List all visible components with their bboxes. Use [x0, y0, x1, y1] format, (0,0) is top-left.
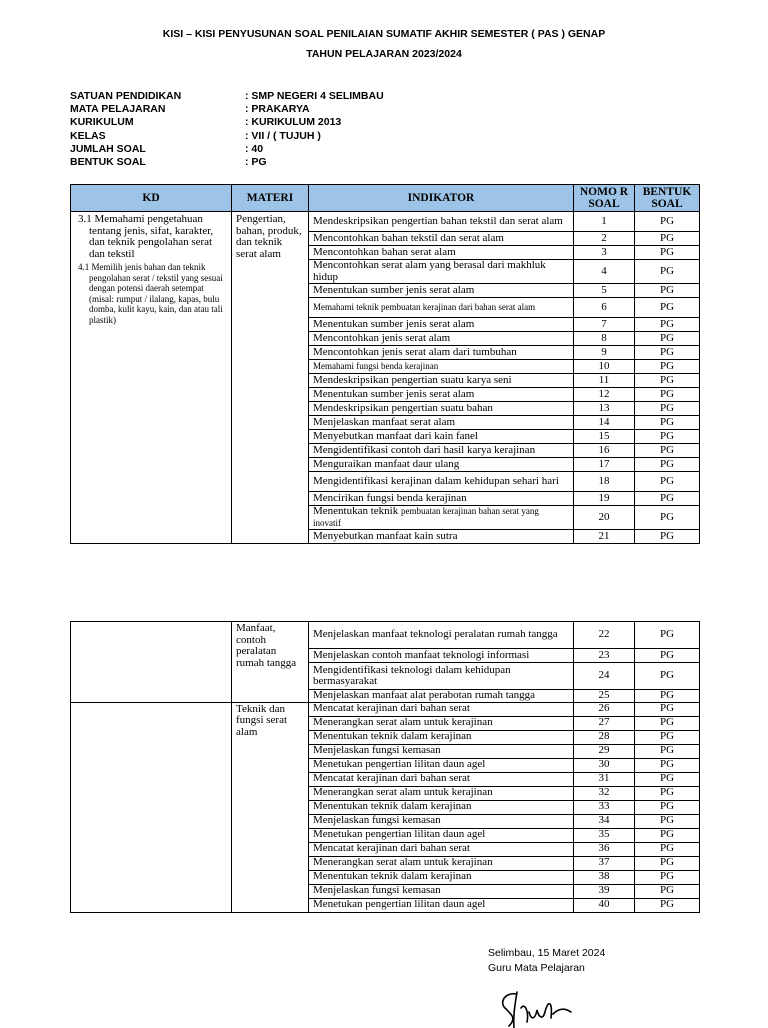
meta-row	[70, 143, 384, 156]
bentuk-soal-cell: PG	[635, 212, 700, 232]
table-header-row	[71, 185, 700, 212]
indikator-cell: Mengidentifikasi kerajinan dalam kehidupan sehari hari	[309, 472, 574, 492]
nomor-soal-cell: 14	[574, 416, 635, 430]
nomor-soal-cell: 19	[574, 492, 635, 506]
kd-4-1: 4.1 Memilih jenis bahan dan teknik pengolahan serat / tekstil yang sesuai dengan potensi daerah setempat (misal: rumput / ilalang, kapas, bulu domba, kulit kayu, kain, dan atau tali plastik)	[78, 262, 223, 325]
bentuk-soal-cell: PG	[635, 828, 700, 842]
indikator-cell: Mencatat kerajinan dari bahan serat	[309, 702, 574, 716]
indikator-cell: Memahami fungsi benda kerajinan	[309, 360, 574, 374]
indikator-cell: Menentukan sumber jenis serat alam	[309, 388, 574, 402]
header-nomor-soal: NOMO R SOAL	[574, 185, 635, 212]
bentuk-soal-cell: PG	[635, 842, 700, 856]
indikator-cell: Menentukan teknik dalam kerajinan	[309, 800, 574, 814]
bentuk-soal-cell: PG	[635, 492, 700, 506]
bentuk-soal-cell: PG	[635, 814, 700, 828]
nomor-soal-cell: 36	[574, 842, 635, 856]
nomor-soal-cell: 7	[574, 318, 635, 332]
kd-cell-empty	[71, 702, 232, 912]
bentuk-soal-cell: PG	[635, 744, 700, 758]
table-row	[71, 212, 700, 232]
nomor-soal-cell: 33	[574, 800, 635, 814]
bentuk-soal-cell: PG	[635, 716, 700, 730]
grid-table-1	[70, 184, 700, 544]
indikator-cell: Mengidentifikasi teknologi dalam kehidupan bermasyarakat	[309, 663, 574, 690]
meta-value: : KURIKULUM 2013	[245, 116, 342, 129]
meta-row	[70, 90, 384, 103]
bentuk-soal-cell: PG	[635, 472, 700, 492]
bentuk-soal-cell: PG	[635, 298, 700, 318]
nomor-soal-cell: 29	[574, 744, 635, 758]
nomor-soal-cell: 11	[574, 374, 635, 388]
meta-row	[70, 116, 384, 129]
bentuk-soal-cell: PG	[635, 884, 700, 898]
bentuk-soal-cell: PG	[635, 663, 700, 690]
nomor-soal-cell: 10	[574, 360, 635, 374]
meta-value: : PRAKARYA	[245, 103, 310, 116]
bentuk-soal-cell: PG	[635, 702, 700, 716]
meta-label: SATUAN PENDIDIKAN	[70, 90, 182, 102]
header-bentuk-soal: BENTUK SOAL	[635, 185, 700, 212]
indikator-cell: Mencontohkan bahan tekstil dan serat alam	[309, 232, 574, 246]
indikator-cell: Menjelaskan fungsi kemasan	[309, 814, 574, 828]
meta-label: KURIKULUM	[70, 116, 134, 129]
nomor-soal-cell: 25	[574, 690, 635, 703]
kd-cell-empty	[71, 622, 232, 703]
nomor-soal-cell: 8	[574, 332, 635, 346]
nomor-soal-cell: 4	[574, 260, 635, 284]
place-date: Selimbau, 15 Maret 2024	[488, 947, 606, 959]
nomor-soal-cell: 6	[574, 298, 635, 318]
signature-block	[488, 946, 605, 975]
meta-value: : 40	[245, 142, 264, 155]
indikator-cell: Menetukan pengertian lilitan daun agel	[309, 898, 574, 912]
nomor-soal-cell: 13	[574, 402, 635, 416]
table-row	[71, 702, 700, 716]
handwritten-signature	[495, 988, 605, 1028]
bentuk-soal-cell: PG	[635, 786, 700, 800]
nomor-soal-cell: 23	[574, 649, 635, 663]
nomor-soal-cell: 20	[574, 506, 635, 530]
indikator-text-small: pembuatan kerajinan bahan serat yang inovatif	[313, 506, 539, 528]
bentuk-soal-cell: PG	[635, 332, 700, 346]
bentuk-soal-cell: PG	[635, 772, 700, 786]
indikator-text: Menentukan teknik	[313, 505, 399, 517]
nomor-soal-cell: 27	[574, 716, 635, 730]
nomor-soal-cell: 28	[574, 730, 635, 744]
indikator-cell: Menentukan teknik dalam kerajinan	[309, 870, 574, 884]
bentuk-soal-cell: PG	[635, 232, 700, 246]
header-indikator: INDIKATOR	[309, 185, 574, 212]
nomor-soal-cell: 40	[574, 898, 635, 912]
indikator-cell: Menerangkan serat alam untuk kerajinan	[309, 786, 574, 800]
indikator-cell: Mencatat kerajinan dari bahan serat	[309, 842, 574, 856]
indikator-cell: Mencontohkan bahan serat alam	[309, 246, 574, 260]
meta-label: JUMLAH SOAL	[70, 142, 146, 155]
indikator-cell: Mendeskripsikan pengertian suatu karya seni	[309, 374, 574, 388]
meta-label: BENTUK SOAL	[70, 156, 146, 169]
meta-value: : SMP NEGERI 4 SELIMBAU	[245, 90, 384, 102]
indikator-cell: Mencontohkan serat alam yang berasal dari makhluk hidup	[309, 260, 574, 284]
nomor-soal-cell: 30	[574, 758, 635, 772]
indikator-cell: Menjelaskan manfaat teknologi peralatan rumah tangga	[309, 622, 574, 649]
nomor-soal-cell: 24	[574, 663, 635, 690]
bentuk-soal-cell: PG	[635, 246, 700, 260]
academic-year: TAHUN PELAJARAN 2023/2024	[306, 48, 462, 60]
meta-label: MATA PELAJARAN	[70, 103, 166, 116]
bentuk-soal-cell: PG	[635, 649, 700, 663]
nomor-soal-cell: 38	[574, 870, 635, 884]
meta-row	[70, 156, 384, 169]
bentuk-soal-cell: PG	[635, 870, 700, 884]
nomor-soal-cell: 15	[574, 430, 635, 444]
bentuk-soal-cell: PG	[635, 374, 700, 388]
indikator-cell: Menerangkan serat alam untuk kerajinan	[309, 716, 574, 730]
nomor-soal-cell: 12	[574, 388, 635, 402]
bentuk-soal-cell: PG	[635, 506, 700, 530]
meta-row	[70, 130, 384, 143]
indikator-cell: Menjelaskan manfaat alat perabotan rumah tangga	[309, 690, 574, 703]
bentuk-soal-cell: PG	[635, 260, 700, 284]
nomor-soal-cell: 32	[574, 786, 635, 800]
materi-cell: Teknik dan fungsi serat alam	[232, 702, 309, 912]
bentuk-soal-cell: PG	[635, 690, 700, 703]
materi-cell: Manfaat, contoh peralatan rumah tangga	[232, 622, 309, 703]
bentuk-soal-cell: PG	[635, 284, 700, 298]
nomor-soal-cell: 3	[574, 246, 635, 260]
bentuk-soal-cell: PG	[635, 856, 700, 870]
indikator-cell: Menetukan pengertian lilitan daun agel	[309, 828, 574, 842]
nomor-soal-cell: 22	[574, 622, 635, 649]
bentuk-soal-cell: PG	[635, 416, 700, 430]
bentuk-soal-cell: PG	[635, 898, 700, 912]
document-title: KISI – KISI PENYUSUNAN SOAL PENILAIAN SUMATIF AKHIR SEMESTER ( PAS ) GENAP	[162, 28, 606, 40]
indikator-cell: Menentukan sumber jenis serat alam	[309, 318, 574, 332]
bentuk-soal-cell: PG	[635, 530, 700, 544]
indikator-cell: Menyebutkan manfaat dari kain fanel	[309, 430, 574, 444]
nomor-soal-cell: 1	[574, 212, 635, 232]
indikator-cell: Mengidentifikasi contoh dari hasil karya kerajinan	[309, 444, 574, 458]
nomor-soal-cell: 26	[574, 702, 635, 716]
bentuk-soal-cell: PG	[635, 388, 700, 402]
nomor-soal-cell: 34	[574, 814, 635, 828]
indikator-cell	[309, 506, 574, 530]
indikator-cell: Menguraikan manfaat daur ulang	[309, 458, 574, 472]
meta-value: : PG	[245, 156, 267, 169]
nomor-soal-cell: 9	[574, 346, 635, 360]
indikator-cell: Menetukan pengertian lilitan daun agel	[309, 758, 574, 772]
bentuk-soal-cell: PG	[635, 318, 700, 332]
bentuk-soal-cell: PG	[635, 758, 700, 772]
header-kd: KD	[71, 185, 232, 212]
nomor-soal-cell: 2	[574, 232, 635, 246]
nomor-soal-cell: 21	[574, 530, 635, 544]
nomor-soal-cell: 39	[574, 884, 635, 898]
nomor-soal-cell: 35	[574, 828, 635, 842]
header-materi: MATERI	[232, 185, 309, 212]
bentuk-soal-cell: PG	[635, 360, 700, 374]
kd-cell	[71, 212, 232, 544]
indikator-cell: Menjelaskan manfaat serat alam	[309, 416, 574, 430]
kd-3-1: 3.1 Memahami pengetahuan tentang jenis, sifat, karakter, dan teknik pengolahan serat dan tekstil	[78, 213, 214, 260]
indikator-cell: Menjelaskan contoh manfaat teknologi informasi	[309, 649, 574, 663]
nomor-soal-cell: 18	[574, 472, 635, 492]
indikator-cell: Mendeskripsikan pengertian bahan tekstil dan serat alam	[309, 212, 574, 232]
meta-row	[70, 103, 384, 116]
bentuk-soal-cell: PG	[635, 444, 700, 458]
materi-cell: Pengertian, bahan, produk, dan teknik serat alam	[232, 212, 309, 544]
indikator-cell: Menentukan teknik dalam kerajinan	[309, 730, 574, 744]
nomor-soal-cell: 17	[574, 458, 635, 472]
indikator-cell: Mencirikan fungsi benda kerajinan	[309, 492, 574, 506]
indikator-cell: Menerangkan serat alam untuk kerajinan	[309, 856, 574, 870]
meta-label: KELAS	[70, 129, 106, 142]
nomor-soal-cell: 5	[574, 284, 635, 298]
signer-role: Guru Mata Pelajaran	[488, 961, 585, 974]
bentuk-soal-cell: PG	[635, 402, 700, 416]
identity-block	[70, 90, 384, 169]
bentuk-soal-cell: PG	[635, 458, 700, 472]
indikator-cell: Mencontohkan jenis serat alam	[309, 332, 574, 346]
grid-table-2	[70, 621, 700, 913]
indikator-cell: Mencontohkan jenis serat alam dari tumbuhan	[309, 346, 574, 360]
indikator-cell: Mendeskripsikan pengertian suatu bahan	[309, 402, 574, 416]
nomor-soal-cell: 31	[574, 772, 635, 786]
indikator-cell: Menentukan sumber jenis serat alam	[309, 284, 574, 298]
bentuk-soal-cell: PG	[635, 346, 700, 360]
indikator-cell: Menyebutkan manfaat kain sutra	[309, 530, 574, 544]
indikator-cell: Mencatat kerajinan dari bahan serat	[309, 772, 574, 786]
indikator-cell: Menjelaskan fungsi kemasan	[309, 744, 574, 758]
nomor-soal-cell: 16	[574, 444, 635, 458]
bentuk-soal-cell: PG	[635, 730, 700, 744]
meta-value: : VII / ( TUJUH )	[245, 129, 321, 142]
indikator-cell: Menjelaskan fungsi kemasan	[309, 884, 574, 898]
bentuk-soal-cell: PG	[635, 430, 700, 444]
table-row	[71, 622, 700, 649]
indikator-cell: Memahami teknik pembuatan kerajinan dari bahan serat alam	[309, 298, 574, 318]
bentuk-soal-cell: PG	[635, 800, 700, 814]
nomor-soal-cell: 37	[574, 856, 635, 870]
bentuk-soal-cell: PG	[635, 622, 700, 649]
